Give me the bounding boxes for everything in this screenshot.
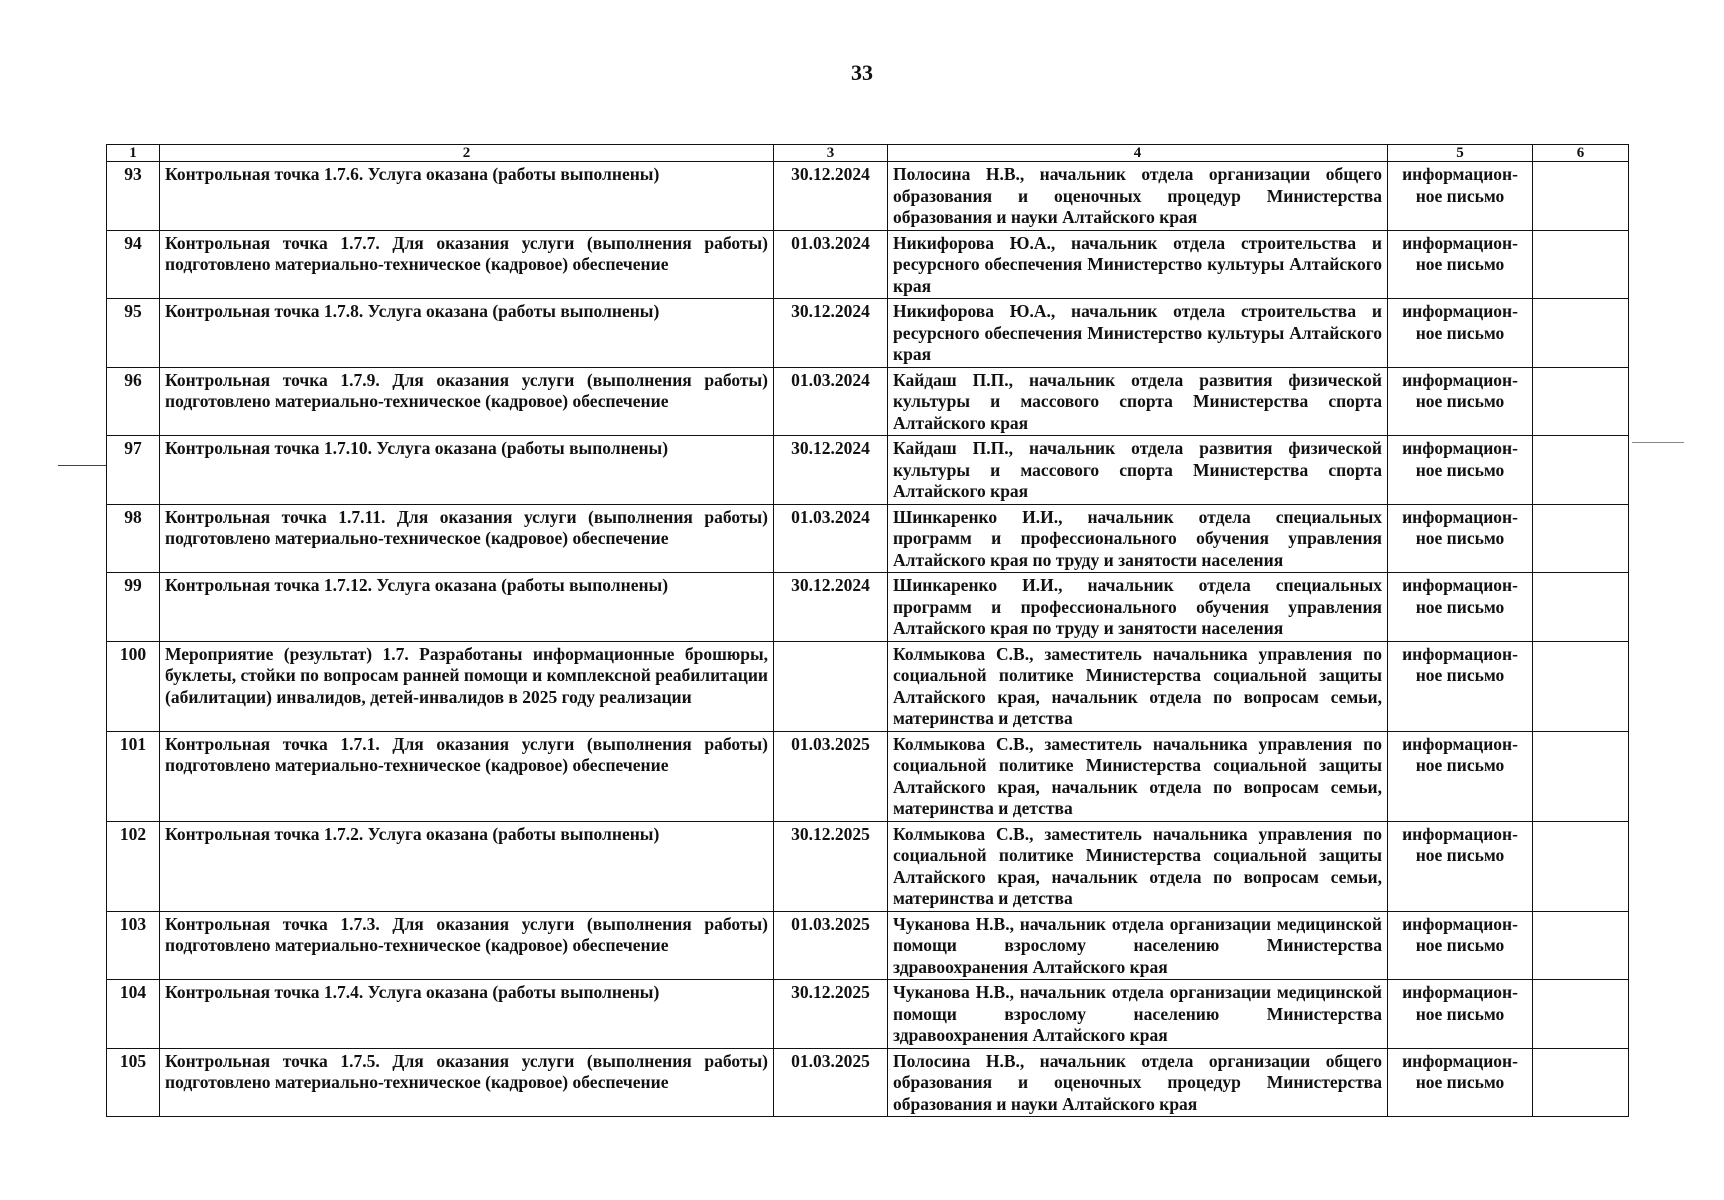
row-note bbox=[1533, 1048, 1629, 1117]
table-row bbox=[107, 230, 1629, 299]
table-row bbox=[107, 504, 1629, 573]
col-header-6: 6 bbox=[1533, 145, 1629, 162]
row-title: Контрольная точка 1.7.3. Для оказания услуги (выполнения работы) подготовлено материально-техническое (кадровое) обеспечение bbox=[160, 911, 774, 980]
table-row bbox=[107, 641, 1629, 731]
table-row bbox=[107, 299, 1629, 368]
row-note bbox=[1533, 911, 1629, 980]
row-note bbox=[1533, 230, 1629, 299]
row-note bbox=[1533, 162, 1629, 231]
row-title: Контрольная точка 1.7.7. Для оказания услуги (выполнения работы) подготовлено материально-техническое (кадровое) обеспечение bbox=[160, 230, 774, 299]
row-document: информацион-ное письмо bbox=[1388, 821, 1533, 911]
row-date: 01.03.2025 bbox=[774, 1048, 888, 1117]
col-header-5: 5 bbox=[1388, 145, 1533, 162]
row-number: 100 bbox=[107, 641, 160, 731]
row-responsible: Кайдаш П.П., начальник отдела развития физической культуры и массового спорта Министерства спорта Алтайского края bbox=[888, 436, 1388, 505]
row-number: 104 bbox=[107, 980, 160, 1049]
col-header-4: 4 bbox=[888, 145, 1388, 162]
row-responsible: Колмыкова С.В., заместитель начальника управления по социальной политике Министерства социальной защиты Алтайского края, начальник отдела по вопросам семьи, материнства и детства bbox=[888, 731, 1388, 821]
row-note bbox=[1533, 436, 1629, 505]
row-date: 30.12.2024 bbox=[774, 573, 888, 642]
row-date: 30.12.2024 bbox=[774, 436, 888, 505]
row-number: 102 bbox=[107, 821, 160, 911]
table-row bbox=[107, 980, 1629, 1049]
row-date: 30.12.2024 bbox=[774, 299, 888, 368]
table-row bbox=[107, 731, 1629, 821]
row-date: 30.12.2025 bbox=[774, 821, 888, 911]
row-date: 01.03.2024 bbox=[774, 367, 888, 436]
row-number: 101 bbox=[107, 731, 160, 821]
row-document: информацион-ное письмо bbox=[1388, 1048, 1533, 1117]
row-title: Контрольная точка 1.7.10. Услуга оказана (работы выполнены) bbox=[160, 436, 774, 505]
row-number: 103 bbox=[107, 911, 160, 980]
row-note bbox=[1533, 573, 1629, 642]
row-number: 94 bbox=[107, 230, 160, 299]
row-title: Контрольная точка 1.7.1. Для оказания услуги (выполнения работы) подготовлено материально-техническое (кадровое) обеспечение bbox=[160, 731, 774, 821]
row-title: Контрольная точка 1.7.8. Услуга оказана (работы выполнены) bbox=[160, 299, 774, 368]
table-row bbox=[107, 573, 1629, 642]
row-number: 93 bbox=[107, 162, 160, 231]
row-responsible: Шинкаренко И.И., начальник отдела специальных программ и профессионального обучения управления Алтайского края по труду и занятости населения bbox=[888, 504, 1388, 573]
row-number: 99 bbox=[107, 573, 160, 642]
row-date: 01.03.2024 bbox=[774, 504, 888, 573]
row-note bbox=[1533, 367, 1629, 436]
row-responsible: Колмыкова С.В., заместитель начальника управления по социальной политике Министерства социальной защиты Алтайского края, начальник отдела по вопросам семьи, материнства и детства bbox=[888, 641, 1388, 731]
row-document: информацион-ное письмо bbox=[1388, 911, 1533, 980]
row-document: информацион-ное письмо bbox=[1388, 162, 1533, 231]
row-responsible: Шинкаренко И.И., начальник отдела специальных программ и профессионального обучения управления Алтайского края по труду и занятости населения bbox=[888, 573, 1388, 642]
col-header-3: 3 bbox=[774, 145, 888, 162]
row-date: 30.12.2024 bbox=[774, 162, 888, 231]
row-document: информацион-ное письмо bbox=[1388, 573, 1533, 642]
row-note bbox=[1533, 980, 1629, 1049]
row-date: 30.12.2025 bbox=[774, 980, 888, 1049]
row-responsible: Кайдаш П.П., начальник отдела развития физической культуры и массового спорта Министерства спорта Алтайского края bbox=[888, 367, 1388, 436]
row-note bbox=[1533, 641, 1629, 731]
row-title: Контрольная точка 1.7.4. Услуга оказана (работы выполнены) bbox=[160, 980, 774, 1049]
row-document: информацион-ное письмо bbox=[1388, 641, 1533, 731]
row-title: Контрольная точка 1.7.9. Для оказания услуги (выполнения работы) подготовлено материально-техническое (кадровое) обеспечение bbox=[160, 367, 774, 436]
scan-artifact-left bbox=[58, 465, 106, 466]
table-row bbox=[107, 162, 1629, 231]
row-date: 01.03.2024 bbox=[774, 230, 888, 299]
row-date bbox=[774, 641, 888, 731]
row-document: информацион-ное письмо bbox=[1388, 230, 1533, 299]
row-note bbox=[1533, 821, 1629, 911]
row-responsible: Никифорова Ю.А., начальник отдела строительства и ресурсного обеспечения Министерство культуры Алтайского края bbox=[888, 299, 1388, 368]
col-header-2: 2 bbox=[160, 145, 774, 162]
row-responsible: Чуканова Н.В., начальник отдела организации медицинской помощи взрослому населению Министерства здравоохранения Алтайского края bbox=[888, 980, 1388, 1049]
row-title: Контрольная точка 1.7.12. Услуга оказана (работы выполнены) bbox=[160, 573, 774, 642]
row-number: 96 bbox=[107, 367, 160, 436]
row-document: информацион-ное письмо bbox=[1388, 731, 1533, 821]
row-title: Контрольная точка 1.7.5. Для оказания услуги (выполнения работы) подготовлено материально-техническое (кадровое) обеспечение bbox=[160, 1048, 774, 1117]
row-number: 105 bbox=[107, 1048, 160, 1117]
row-date: 01.03.2025 bbox=[774, 911, 888, 980]
col-header-1: 1 bbox=[107, 145, 160, 162]
row-title: Контрольная точка 1.7.2. Услуга оказана (работы выполнены) bbox=[160, 821, 774, 911]
activities-table bbox=[106, 144, 1629, 1117]
row-number: 98 bbox=[107, 504, 160, 573]
row-note bbox=[1533, 299, 1629, 368]
row-title: Контрольная точка 1.7.11. Для оказания услуги (выполнения работы) подготовлено материально-техническое (кадровое) обеспечение bbox=[160, 504, 774, 573]
row-number: 95 bbox=[107, 299, 160, 368]
row-document: информацион-ное письмо bbox=[1388, 367, 1533, 436]
row-document: информацион-ное письмо bbox=[1388, 980, 1533, 1049]
row-title: Контрольная точка 1.7.6. Услуга оказана (работы выполнены) bbox=[160, 162, 774, 231]
row-responsible: Полосина Н.В., начальник отдела организации общего образования и оценочных процедур Министерства образования и науки Алтайского края bbox=[888, 162, 1388, 231]
table-row bbox=[107, 436, 1629, 505]
row-title: Мероприятие (результат) 1.7. Разработаны информационные брошюры, буклеты, стойки по вопросам ранней помощи и комплексной реабилитации (абилитации) инвалидов, детей-инвалидов в 2025 году реализации bbox=[160, 641, 774, 731]
row-document: информацион-ное письмо bbox=[1388, 436, 1533, 505]
header-row bbox=[107, 145, 1629, 162]
scan-artifact-right bbox=[1632, 442, 1684, 443]
row-responsible: Полосина Н.В., начальник отдела организации общего образования и оценочных процедур Министерства образования и науки Алтайского края bbox=[888, 1048, 1388, 1117]
row-document: информацион-ное письмо bbox=[1388, 299, 1533, 368]
row-document: информацион-ное письмо bbox=[1388, 504, 1533, 573]
row-responsible: Чуканова Н.В., начальник отдела организации медицинской помощи взрослому населению Министерства здравоохранения Алтайского края bbox=[888, 911, 1388, 980]
row-responsible: Никифорова Ю.А., начальник отдела строительства и ресурсного обеспечения Министерство культуры Алтайского края bbox=[888, 230, 1388, 299]
row-date: 01.03.2025 bbox=[774, 731, 888, 821]
table-row bbox=[107, 821, 1629, 911]
table-row bbox=[107, 367, 1629, 436]
table-row bbox=[107, 1048, 1629, 1117]
row-number: 97 bbox=[107, 436, 160, 505]
row-note bbox=[1533, 504, 1629, 573]
row-note bbox=[1533, 731, 1629, 821]
table-row bbox=[107, 911, 1629, 980]
page-number: 33 bbox=[851, 60, 873, 85]
table-body bbox=[107, 162, 1629, 1117]
row-responsible: Колмыкова С.В., заместитель начальника управления по социальной политике Министерства социальной защиты Алтайского края, начальник отдела по вопросам семьи, материнства и детства bbox=[888, 821, 1388, 911]
